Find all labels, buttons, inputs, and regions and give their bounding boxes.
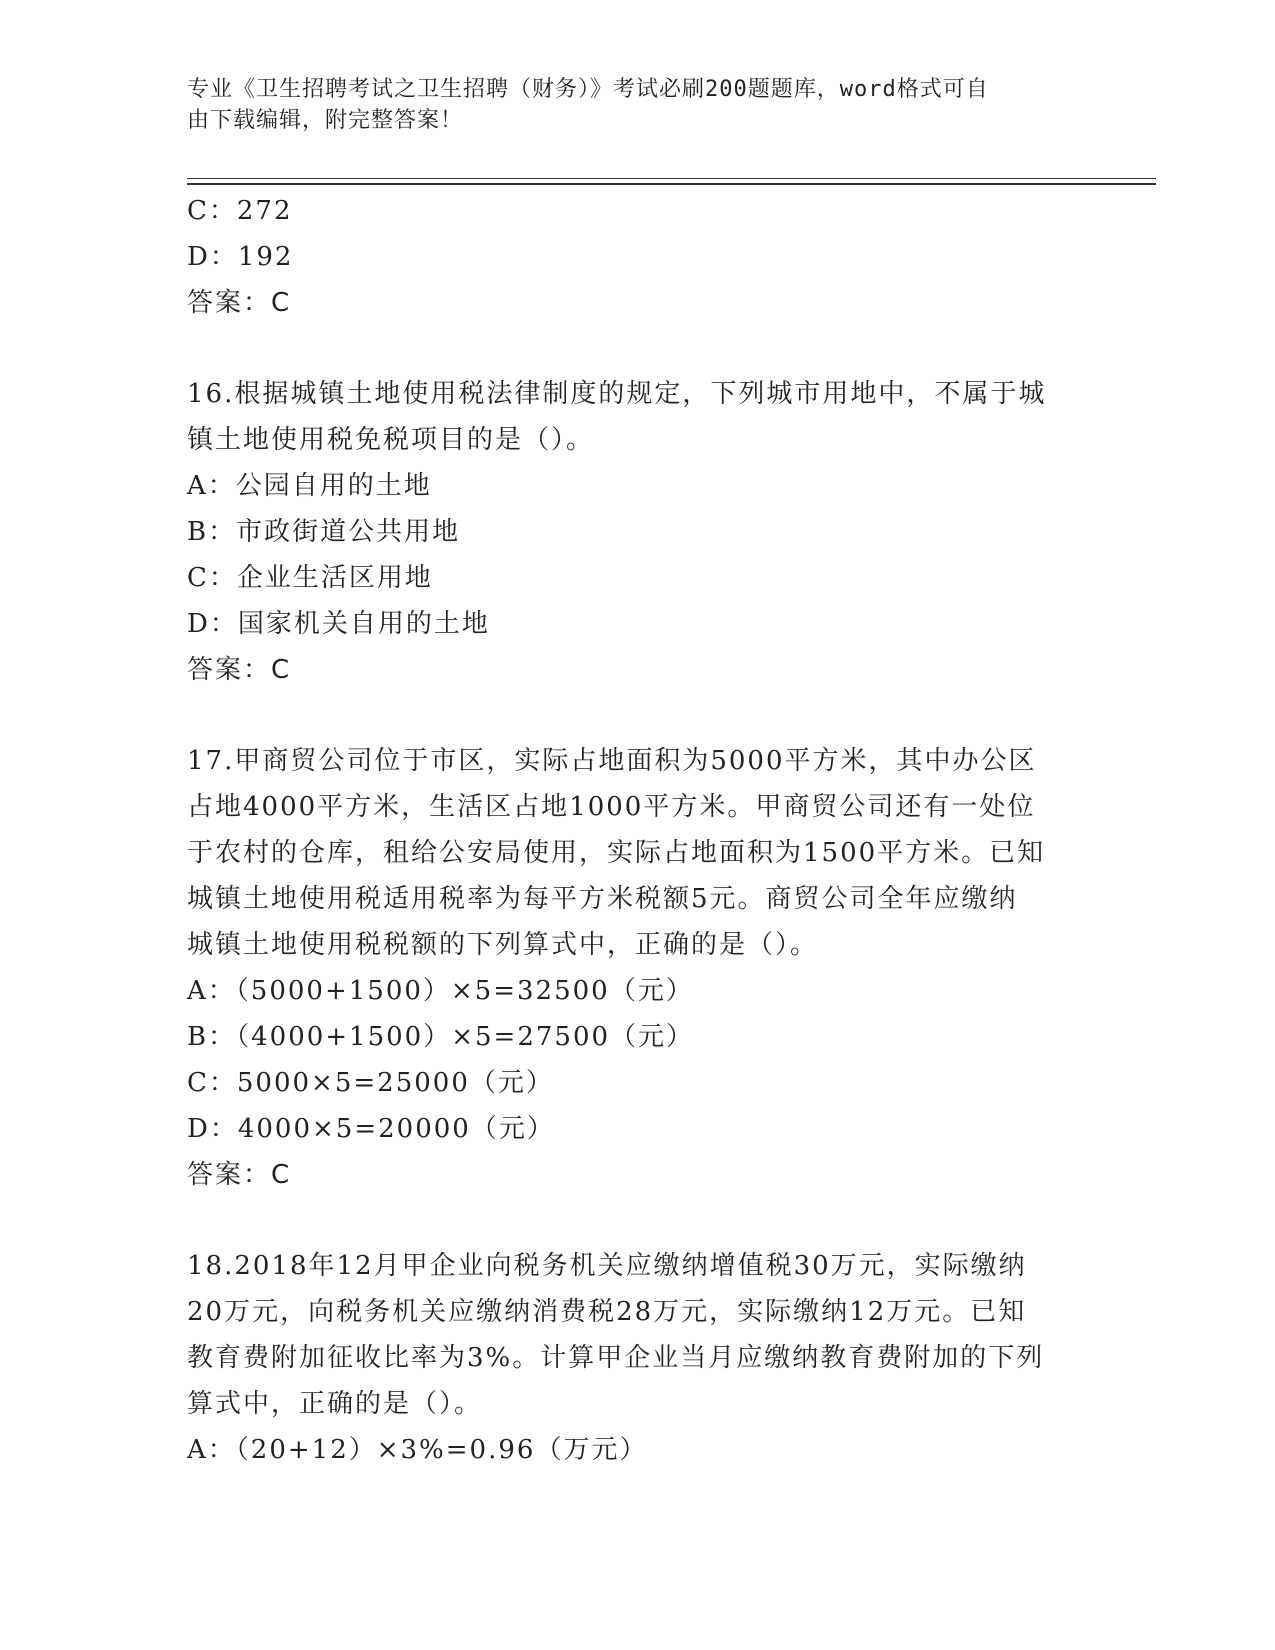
page-header xyxy=(187,74,1067,136)
question-18 xyxy=(187,1243,1087,1473)
answer-line: 答案：C xyxy=(187,655,292,685)
option-a: A：公园自用的土地 xyxy=(187,471,432,501)
question-17 xyxy=(187,738,1087,1198)
question-stem: 17.甲商贸公司位于市区，实际占地面积为5000平方米，其中办公区 xyxy=(187,746,1037,776)
option-c: C：企业生活区用地 xyxy=(187,563,433,593)
header-rule-thick xyxy=(187,183,1156,185)
question-stem: 于农村的仓库，租给公安局使用，实际占地面积为1500平方米。已知 xyxy=(187,838,1046,868)
header-line-2: 由下载编辑，附完整答案！ xyxy=(187,108,464,133)
question-stem: 18.2018年12月甲企业向税务机关应缴纳增值税30万元，实际缴纳 xyxy=(187,1251,1027,1281)
option-c: C：5000×5=25000（元） xyxy=(187,1068,554,1098)
answer-line: 答案：C xyxy=(187,1160,292,1190)
question-stem: 20万元，向税务机关应缴纳消费税28万元，实际缴纳12万元。已知 xyxy=(187,1297,1027,1327)
option-d: D：192 xyxy=(187,242,294,272)
question-stem: 教育费附加征收比率为3%。计算甲企业当月应缴纳教育费附加的下列 xyxy=(187,1343,1045,1373)
option-d: D：4000×5=20000（元） xyxy=(187,1114,555,1144)
previous-question-tail xyxy=(187,188,1087,326)
question-stem: 算式中，正确的是（）。 xyxy=(187,1389,483,1419)
question-stem: 占地4000平方米，生活区占地1000平方米。甲商贸公司还有一处位 xyxy=(187,792,1036,822)
question-stem: 镇土地使用税免税项目的是（）。 xyxy=(187,425,595,455)
option-c: C：272 xyxy=(187,196,293,226)
option-a: A：（20+12）×3%=0.96（万元） xyxy=(187,1435,648,1465)
option-d: D：国家机关自用的土地 xyxy=(187,609,490,639)
option-b: B：（4000+1500）×5=27500（元） xyxy=(187,1022,695,1052)
header-line-1: 专业《卫生招聘考试之卫生招聘（财务）》考试必刷200题题库，word格式可自 xyxy=(187,77,989,102)
option-a: A：（5000+1500）×5=32500（元） xyxy=(187,976,694,1006)
answer-line: 答案：C xyxy=(187,288,292,318)
question-stem: 城镇土地使用税适用税率为每平方米税额5元。商贸公司全年应缴纳 xyxy=(187,884,1018,914)
question-16 xyxy=(187,371,1087,693)
option-b: B：市政街道公共用地 xyxy=(187,517,461,547)
header-rule-thin xyxy=(187,178,1156,179)
question-stem: 城镇土地使用税税额的下列算式中，正确的是（）。 xyxy=(187,930,819,960)
document-body xyxy=(187,188,1087,1473)
question-stem: 16.根据城镇土地使用税法律制度的规定，下列城市用地中，不属于城 xyxy=(187,379,1047,409)
